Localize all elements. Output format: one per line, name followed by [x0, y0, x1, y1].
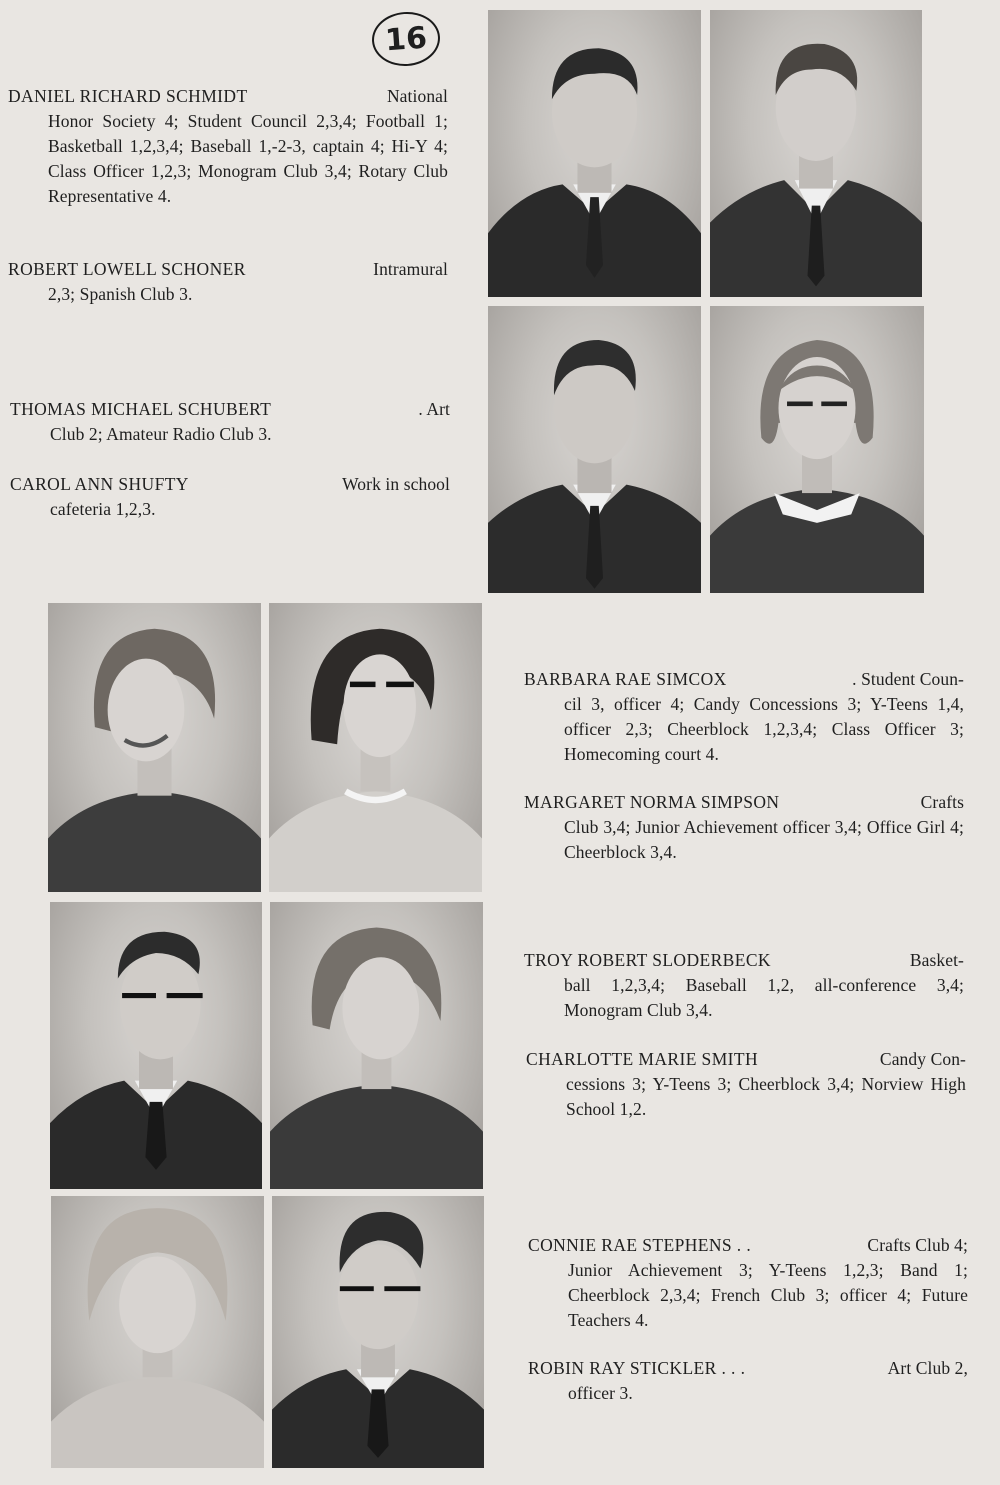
portrait-photo-stickler [272, 1196, 484, 1468]
student-name: CHARLOTTE MARIE SMITH [526, 1049, 759, 1069]
student-name: BARBARA RAE SIMCOX [524, 669, 727, 689]
bio-activities: ball 1,2,3,4; Baseball 1,2, all-conference 3,4; Monogram Club 3,4. [564, 975, 964, 1020]
bio-shufty [10, 472, 450, 522]
bio-first-word: Intramural [373, 259, 448, 279]
portrait-photo-simcox [48, 603, 261, 892]
student-name: ROBIN RAY STICKLER . . . [528, 1358, 746, 1378]
bio-schmidt [8, 84, 448, 209]
bio-activities: officer 3. [568, 1383, 633, 1403]
bio-first-word: Crafts [920, 792, 964, 812]
portrait-photo-smith [270, 902, 483, 1189]
bio-first-word: National [386, 86, 448, 106]
bio-activities: Honor Society 4; Student Council 2,3,4; Football 1; Basketball 1,2,3,4; Baseball 1,-2-3, captain 4; Hi-Y 4; Class Officer 1,2,3; Monogram Club 3,4; Rotary Club Representative 4. [48, 111, 448, 206]
bio-simcox [524, 667, 964, 767]
bio-activities: 2,3; Spanish Club 3. [48, 284, 193, 304]
portrait-photo-schubert [488, 306, 701, 593]
student-name: DANIEL RICHARD SCHMIDT [8, 86, 248, 106]
bio-first-word: Crafts Club 4; [867, 1235, 968, 1255]
student-name: CAROL ANN SHUFTY [10, 474, 189, 494]
portrait-photo-schoner [710, 10, 922, 297]
portrait-photo-schmidt [488, 10, 701, 297]
portrait-photo-sloderbeck [50, 902, 262, 1189]
bio-first-word: Art Club 2, [887, 1358, 968, 1378]
bio-first-word: . Art [418, 399, 450, 419]
portrait-photo-simpson [269, 603, 482, 892]
student-name: ROBERT LOWELL SCHONER [8, 259, 246, 279]
bio-activities: cafeteria 1,2,3. [50, 499, 156, 519]
student-name: TROY ROBERT SLODERBECK [524, 950, 771, 970]
bio-activities: Club 2; Amateur Radio Club 3. [50, 424, 272, 444]
bio-schubert [10, 397, 450, 447]
bio-first-word: Candy Con- [879, 1049, 966, 1069]
bio-stickler [528, 1356, 968, 1406]
bio-first-word: Basket- [909, 950, 964, 970]
bio-activities: Junior Achievement 3; Y-Teens 1,2,3; Band 1; Cheerblock 2,3,4; French Club 3; officer 4; Future Teachers 4. [568, 1260, 968, 1330]
bio-smith [526, 1047, 966, 1122]
bio-stephens [528, 1233, 968, 1333]
bio-first-word: Work in school [342, 474, 450, 494]
bio-sloderbeck [524, 948, 964, 1023]
student-name: THOMAS MICHAEL SCHUBERT [10, 399, 272, 419]
portrait-photo-shufty [710, 306, 924, 593]
bio-first-word: . Student Coun- [852, 669, 964, 689]
bio-activities: cessions 3; Y-Teens 3; Cheerblock 3,4; Norview High School 1,2. [566, 1074, 966, 1119]
student-name: CONNIE RAE STEPHENS . . [528, 1235, 752, 1255]
portrait-photo-stephens [51, 1196, 264, 1468]
bio-activities: Club 3,4; Junior Achievement officer 3,4; Office Girl 4; Cheerblock 3,4. [564, 817, 964, 862]
bio-activities: cil 3, officer 4; Candy Concessions 3; Y-Teens 1,4, officer 2,3; Cheerblock 1,2,3,4; Class Officer 3; Homecoming court 4. [564, 694, 964, 764]
bio-simpson [524, 790, 964, 865]
bio-schoner [8, 257, 448, 307]
student-name: MARGARET NORMA SIMPSON [524, 792, 780, 812]
page-number: 16 [370, 10, 442, 69]
